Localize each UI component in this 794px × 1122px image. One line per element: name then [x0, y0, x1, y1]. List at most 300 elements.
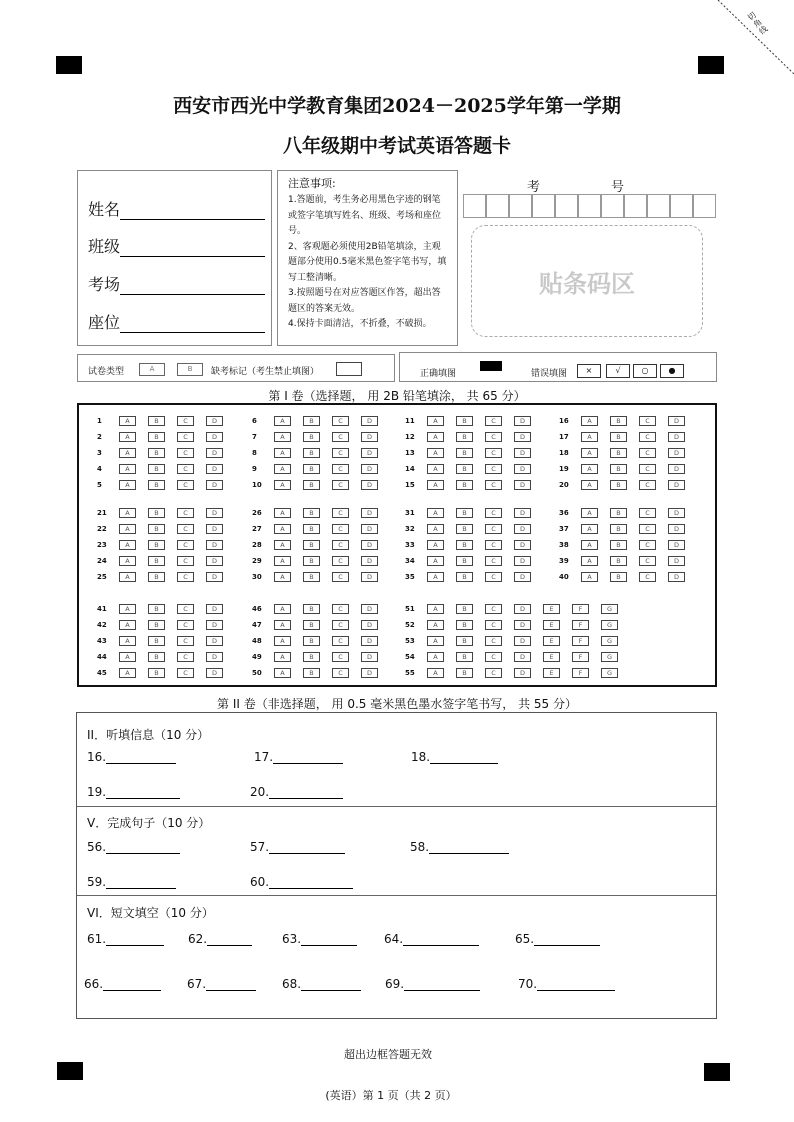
answer-bubble-31-A[interactable]: A [427, 508, 444, 518]
answer-bubble-32-C[interactable]: C [485, 524, 502, 534]
answer-bubble-27-A[interactable]: A [274, 524, 291, 534]
answer-bubble-44-B[interactable]: B [148, 652, 165, 662]
answer-bubble-52-C[interactable]: C [485, 620, 502, 630]
answer-bubble-52-F[interactable]: F [572, 620, 589, 630]
answer-bubble-45-D[interactable]: D [206, 668, 223, 678]
answer-bubble-20-D[interactable]: D [668, 480, 685, 490]
answer-bubble-54-A[interactable]: A [427, 652, 444, 662]
question-number-33: 33 [405, 541, 415, 549]
answer-bubble-47-B[interactable]: B [303, 620, 320, 630]
answer-bubble-25-B[interactable]: B [148, 572, 165, 582]
answer-bubble-34-B[interactable]: B [456, 556, 473, 566]
answer-bubble-28-B[interactable]: B [303, 540, 320, 550]
paper-type-option-a[interactable]: A [139, 363, 165, 376]
answer-bubble-26-C[interactable]: C [332, 508, 349, 518]
answer-bubble-39-A[interactable]: A [581, 556, 598, 566]
exam-number-cell[interactable] [555, 194, 578, 218]
answer-bubble-25-A[interactable]: A [119, 572, 136, 582]
answer-bubble-10-D[interactable]: D [361, 480, 378, 490]
answer-blank-17[interactable]: 17. [254, 750, 343, 764]
answer-bubble-52-E[interactable]: E [543, 620, 560, 630]
answer-bubble-45-B[interactable]: B [148, 668, 165, 678]
answer-bubble-45-C[interactable]: C [177, 668, 194, 678]
answer-bubble-33-D[interactable]: D [514, 540, 531, 550]
paper-type-option-b[interactable]: B [177, 363, 203, 376]
answer-bubble-26-D[interactable]: D [361, 508, 378, 518]
exam-room-field[interactable]: 考场 [88, 272, 265, 295]
answer-bubble-11-A[interactable]: A [427, 416, 444, 426]
answer-bubble-41-D[interactable]: D [206, 604, 223, 614]
answer-bubble-7-C[interactable]: C [332, 432, 349, 442]
exam-number-cell[interactable] [578, 194, 601, 218]
answer-bubble-18-D[interactable]: D [668, 448, 685, 458]
answer-bubble-3-C[interactable]: C [177, 448, 194, 458]
answer-bubble-29-A[interactable]: A [274, 556, 291, 566]
question-number-50: 50 [252, 669, 262, 677]
answer-bubble-52-A[interactable]: A [427, 620, 444, 630]
exam-number-cell[interactable] [647, 194, 670, 218]
answer-bubble-1-D[interactable]: D [206, 416, 223, 426]
answer-bubble-29-C[interactable]: C [332, 556, 349, 566]
answer-bubble-54-B[interactable]: B [456, 652, 473, 662]
answer-bubble-16-D[interactable]: D [668, 416, 685, 426]
answer-bubble-55-E[interactable]: E [543, 668, 560, 678]
answer-bubble-42-B[interactable]: B [148, 620, 165, 630]
answer-bubble-40-D[interactable]: D [668, 572, 685, 582]
fill-example-box [399, 352, 717, 382]
answer-bubble-55-B[interactable]: B [456, 668, 473, 678]
answer-bubble-18-C[interactable]: C [639, 448, 656, 458]
answer-bubble-47-D[interactable]: D [361, 620, 378, 630]
answer-bubble-19-D[interactable]: D [668, 464, 685, 474]
answer-bubble-30-C[interactable]: C [332, 572, 349, 582]
answer-bubble-19-A[interactable]: A [581, 464, 598, 474]
answer-bubble-2-C[interactable]: C [177, 432, 194, 442]
answer-bubble-42-C[interactable]: C [177, 620, 194, 630]
answer-bubble-15-A[interactable]: A [427, 480, 444, 490]
answer-bubble-21-A[interactable]: A [119, 508, 136, 518]
answer-bubble-16-A[interactable]: A [581, 416, 598, 426]
answer-bubble-48-A[interactable]: A [274, 636, 291, 646]
answer-bubble-55-D[interactable]: D [514, 668, 531, 678]
question-number-30: 30 [252, 573, 262, 581]
answer-bubble-26-B[interactable]: B [303, 508, 320, 518]
answer-bubble-50-D[interactable]: D [361, 668, 378, 678]
answer-bubble-46-C[interactable]: C [332, 604, 349, 614]
answer-bubble-9-A[interactable]: A [274, 464, 291, 474]
answer-bubble-55-C[interactable]: C [485, 668, 502, 678]
answer-bubble-53-E[interactable]: E [543, 636, 560, 646]
answer-bubble-14-A[interactable]: A [427, 464, 444, 474]
answer-bubble-7-D[interactable]: D [361, 432, 378, 442]
answer-bubble-3-D[interactable]: D [206, 448, 223, 458]
answer-bubble-5-D[interactable]: D [206, 480, 223, 490]
answer-bubble-29-D[interactable]: D [361, 556, 378, 566]
answer-bubble-53-B[interactable]: B [456, 636, 473, 646]
answer-bubble-42-A[interactable]: A [119, 620, 136, 630]
answer-blank-20[interactable]: 20. [250, 785, 343, 799]
answer-bubble-2-A[interactable]: A [119, 432, 136, 442]
answer-bubble-53-A[interactable]: A [427, 636, 444, 646]
answer-bubble-6-B[interactable]: B [303, 416, 320, 426]
answer-bubble-37-C[interactable]: C [639, 524, 656, 534]
answer-bubble-8-D[interactable]: D [361, 448, 378, 458]
answer-bubble-42-D[interactable]: D [206, 620, 223, 630]
answer-bubble-35-D[interactable]: D [514, 572, 531, 582]
answer-bubble-55-G[interactable]: G [601, 668, 618, 678]
answer-bubble-43-D[interactable]: D [206, 636, 223, 646]
answer-bubble-13-D[interactable]: D [514, 448, 531, 458]
answer-bubble-32-D[interactable]: D [514, 524, 531, 534]
answer-bubble-55-F[interactable]: F [572, 668, 589, 678]
answer-bubble-55-A[interactable]: A [427, 668, 444, 678]
answer-bubble-3-A[interactable]: A [119, 448, 136, 458]
exam-number-label-left: 考 [527, 180, 541, 195]
answer-bubble-32-A[interactable]: A [427, 524, 444, 534]
answer-bubble-54-F[interactable]: F [572, 652, 589, 662]
answer-bubble-16-C[interactable]: C [639, 416, 656, 426]
absent-mark-box[interactable] [336, 362, 362, 376]
answer-bubble-39-B[interactable]: B [610, 556, 627, 566]
answer-bubble-4-C[interactable]: C [177, 464, 194, 474]
answer-bubble-14-D[interactable]: D [514, 464, 531, 474]
answer-bubble-54-D[interactable]: D [514, 652, 531, 662]
answer-bubble-4-A[interactable]: A [119, 464, 136, 474]
answer-bubble-50-A[interactable]: A [274, 668, 291, 678]
question-number-20: 20 [559, 481, 569, 489]
answer-bubble-33-B[interactable]: B [456, 540, 473, 550]
answer-bubble-13-A[interactable]: A [427, 448, 444, 458]
answer-blank-60[interactable]: 60. [250, 875, 353, 889]
answer-bubble-51-F[interactable]: F [572, 604, 589, 614]
answer-bubble-48-D[interactable]: D [361, 636, 378, 646]
answer-bubble-21-C[interactable]: C [177, 508, 194, 518]
answer-bubble-21-D[interactable]: D [206, 508, 223, 518]
answer-bubble-40-C[interactable]: C [639, 572, 656, 582]
answer-bubble-7-A[interactable]: A [274, 432, 291, 442]
answer-bubble-5-A[interactable]: A [119, 480, 136, 490]
answer-bubble-50-C[interactable]: C [332, 668, 349, 678]
exam-number-cell[interactable] [532, 194, 555, 218]
answer-bubble-54-C[interactable]: C [485, 652, 502, 662]
answer-bubble-44-D[interactable]: D [206, 652, 223, 662]
answer-bubble-49-A[interactable]: A [274, 652, 291, 662]
answer-bubble-53-G[interactable]: G [601, 636, 618, 646]
answer-bubble-28-C[interactable]: C [332, 540, 349, 550]
footer-warning: 超出边框答题无效 [344, 1048, 432, 1061]
answer-bubble-37-A[interactable]: A [581, 524, 598, 534]
answer-blank-18[interactable]: 18. [411, 750, 498, 764]
exam-number-cell[interactable] [693, 194, 716, 218]
answer-bubble-48-C[interactable]: C [332, 636, 349, 646]
answer-bubble-29-B[interactable]: B [303, 556, 320, 566]
answer-bubble-45-A[interactable]: A [119, 668, 136, 678]
answer-bubble-10-A[interactable]: A [274, 480, 291, 490]
answer-bubble-50-B[interactable]: B [303, 668, 320, 678]
name-field[interactable]: 姓名 [88, 197, 265, 220]
answer-bubble-27-C[interactable]: C [332, 524, 349, 534]
answer-bubble-20-C[interactable]: C [639, 480, 656, 490]
answer-blank-66[interactable]: 66. [84, 977, 161, 991]
answer-bubble-53-D[interactable]: D [514, 636, 531, 646]
answer-bubble-39-D[interactable]: D [668, 556, 685, 566]
answer-bubble-12-A[interactable]: A [427, 432, 444, 442]
question-number-42: 42 [97, 621, 107, 629]
answer-bubble-24-C[interactable]: C [177, 556, 194, 566]
answer-blank-16[interactable]: 16. [87, 750, 176, 764]
answer-bubble-46-B[interactable]: B [303, 604, 320, 614]
answer-bubble-33-C[interactable]: C [485, 540, 502, 550]
answer-blank-61[interactable]: 61. [87, 932, 164, 946]
answer-bubble-28-A[interactable]: A [274, 540, 291, 550]
answer-bubble-8-A[interactable]: A [274, 448, 291, 458]
answer-bubble-31-C[interactable]: C [485, 508, 502, 518]
answer-bubble-31-B[interactable]: B [456, 508, 473, 518]
answer-bubble-52-D[interactable]: D [514, 620, 531, 630]
answer-bubble-21-B[interactable]: B [148, 508, 165, 518]
answer-blank-63[interactable]: 63. [282, 932, 357, 946]
answer-bubble-23-B[interactable]: B [148, 540, 165, 550]
answer-bubble-8-B[interactable]: B [303, 448, 320, 458]
answer-bubble-46-D[interactable]: D [361, 604, 378, 614]
question-number-19: 19 [559, 465, 569, 473]
question-number-26: 26 [252, 509, 262, 517]
answer-bubble-24-A[interactable]: A [119, 556, 136, 566]
answer-bubble-39-C[interactable]: C [639, 556, 656, 566]
answer-bubble-30-D[interactable]: D [361, 572, 378, 582]
answer-bubble-32-B[interactable]: B [456, 524, 473, 534]
answer-bubble-24-D[interactable]: D [206, 556, 223, 566]
answer-blank-19[interactable]: 19. [87, 785, 180, 799]
question-number-48: 48 [252, 637, 262, 645]
answer-bubble-15-C[interactable]: C [485, 480, 502, 490]
answer-bubble-23-D[interactable]: D [206, 540, 223, 550]
answer-bubble-43-A[interactable]: A [119, 636, 136, 646]
answer-bubble-25-C[interactable]: C [177, 572, 194, 582]
answer-bubble-6-D[interactable]: D [361, 416, 378, 426]
answer-bubble-23-A[interactable]: A [119, 540, 136, 550]
answer-bubble-22-A[interactable]: A [119, 524, 136, 534]
answer-bubble-5-B[interactable]: B [148, 480, 165, 490]
question-number-8: 8 [252, 449, 257, 457]
answer-blank-69[interactable]: 69. [385, 977, 480, 991]
answer-bubble-47-C[interactable]: C [332, 620, 349, 630]
answer-bubble-49-D[interactable]: D [361, 652, 378, 662]
answer-bubble-17-B[interactable]: B [610, 432, 627, 442]
exam-number-cell[interactable] [509, 194, 532, 218]
question-number-12: 12 [405, 433, 415, 441]
exam-number-cell[interactable] [624, 194, 647, 218]
answer-bubble-12-D[interactable]: D [514, 432, 531, 442]
answer-bubble-36-B[interactable]: B [610, 508, 627, 518]
answer-bubble-52-G[interactable]: G [601, 620, 618, 630]
answer-bubble-12-B[interactable]: B [456, 432, 473, 442]
question-number-38: 38 [559, 541, 569, 549]
answer-bubble-22-D[interactable]: D [206, 524, 223, 534]
answer-bubble-11-C[interactable]: C [485, 416, 502, 426]
answer-bubble-13-C[interactable]: C [485, 448, 502, 458]
answer-bubble-4-B[interactable]: B [148, 464, 165, 474]
answer-bubble-33-A[interactable]: A [427, 540, 444, 550]
exam-number-cell[interactable] [463, 194, 486, 218]
answer-bubble-12-C[interactable]: C [485, 432, 502, 442]
answer-bubble-25-D[interactable]: D [206, 572, 223, 582]
answer-bubble-17-A[interactable]: A [581, 432, 598, 442]
answer-blank-64[interactable]: 64. [384, 932, 479, 946]
answer-blank-57[interactable]: 57. [250, 840, 345, 854]
answer-bubble-22-C[interactable]: C [177, 524, 194, 534]
answer-bubble-19-C[interactable]: C [639, 464, 656, 474]
answer-bubble-23-C[interactable]: C [177, 540, 194, 550]
answer-blank-62[interactable]: 62. [188, 932, 252, 946]
answer-bubble-9-B[interactable]: B [303, 464, 320, 474]
exam-number-cell[interactable] [486, 194, 509, 218]
answer-bubble-38-D[interactable]: D [668, 540, 685, 550]
question-number-43: 43 [97, 637, 107, 645]
answer-bubble-36-A[interactable]: A [581, 508, 598, 518]
answer-bubble-6-C[interactable]: C [332, 416, 349, 426]
answer-bubble-34-A[interactable]: A [427, 556, 444, 566]
answer-bubble-11-D[interactable]: D [514, 416, 531, 426]
seat-field[interactable]: 座位 [88, 310, 265, 333]
answer-bubble-7-B[interactable]: B [303, 432, 320, 442]
answer-bubble-51-A[interactable]: A [427, 604, 444, 614]
question-number-16: 16 [559, 417, 569, 425]
answer-bubble-27-B[interactable]: B [303, 524, 320, 534]
answer-bubble-37-D[interactable]: D [668, 524, 685, 534]
answer-bubble-17-C[interactable]: C [639, 432, 656, 442]
answer-bubble-54-G[interactable]: G [601, 652, 618, 662]
question-number-4: 4 [97, 465, 102, 473]
answer-bubble-20-A[interactable]: A [581, 480, 598, 490]
answer-bubble-15-B[interactable]: B [456, 480, 473, 490]
answer-blank-58[interactable]: 58. [410, 840, 509, 854]
question-number-9: 9 [252, 465, 257, 473]
answer-blank-56[interactable]: 56. [87, 840, 180, 854]
answer-bubble-51-E[interactable]: E [543, 604, 560, 614]
answer-bubble-22-B[interactable]: B [148, 524, 165, 534]
answer-bubble-3-B[interactable]: B [148, 448, 165, 458]
answer-bubble-40-A[interactable]: A [581, 572, 598, 582]
answer-bubble-10-C[interactable]: C [332, 480, 349, 490]
answer-bubble-38-B[interactable]: B [610, 540, 627, 550]
exam-number-cell[interactable] [670, 194, 693, 218]
question-number-31: 31 [405, 509, 415, 517]
answer-bubble-35-B[interactable]: B [456, 572, 473, 582]
answer-bubble-18-A[interactable]: A [581, 448, 598, 458]
answer-bubble-9-D[interactable]: D [361, 464, 378, 474]
answer-bubble-30-A[interactable]: A [274, 572, 291, 582]
answer-bubble-48-B[interactable]: B [303, 636, 320, 646]
answer-bubble-5-C[interactable]: C [177, 480, 194, 490]
answer-bubble-15-D[interactable]: D [514, 480, 531, 490]
answer-bubble-24-B[interactable]: B [148, 556, 165, 566]
answer-bubble-36-D[interactable]: D [668, 508, 685, 518]
answer-bubble-30-B[interactable]: B [303, 572, 320, 582]
class-field[interactable]: 班级 [88, 234, 265, 257]
answer-bubble-44-C[interactable]: C [177, 652, 194, 662]
answer-bubble-43-C[interactable]: C [177, 636, 194, 646]
answer-blank-67[interactable]: 67. [187, 977, 256, 991]
answer-blank-68[interactable]: 68. [282, 977, 361, 991]
answer-bubble-8-C[interactable]: C [332, 448, 349, 458]
exam-number-label-right: 号 [611, 180, 625, 195]
answer-bubble-6-A[interactable]: A [274, 416, 291, 426]
question-number-14: 14 [405, 465, 415, 473]
answer-bubble-47-A[interactable]: A [274, 620, 291, 630]
answer-bubble-51-D[interactable]: D [514, 604, 531, 614]
answer-blank-65[interactable]: 65. [515, 932, 600, 946]
answer-bubble-17-D[interactable]: D [668, 432, 685, 442]
answer-bubble-46-A[interactable]: A [274, 604, 291, 614]
answer-bubble-19-B[interactable]: B [610, 464, 627, 474]
answer-bubble-53-F[interactable]: F [572, 636, 589, 646]
answer-bubble-41-C[interactable]: C [177, 604, 194, 614]
answer-bubble-13-B[interactable]: B [456, 448, 473, 458]
answer-bubble-36-C[interactable]: C [639, 508, 656, 518]
question-number-10: 10 [252, 481, 262, 489]
answer-bubble-38-C[interactable]: C [639, 540, 656, 550]
answer-bubble-41-A[interactable]: A [119, 604, 136, 614]
answer-bubble-14-B[interactable]: B [456, 464, 473, 474]
answer-bubble-1-B[interactable]: B [148, 416, 165, 426]
answer-bubble-16-B[interactable]: B [610, 416, 627, 426]
answer-bubble-1-C[interactable]: C [177, 416, 194, 426]
answer-bubble-53-C[interactable]: C [485, 636, 502, 646]
answer-bubble-35-A[interactable]: A [427, 572, 444, 582]
answer-bubble-51-B[interactable]: B [456, 604, 473, 614]
answer-bubble-49-B[interactable]: B [303, 652, 320, 662]
answer-bubble-2-D[interactable]: D [206, 432, 223, 442]
answer-bubble-20-B[interactable]: B [610, 480, 627, 490]
answer-bubble-11-B[interactable]: B [456, 416, 473, 426]
exam-number-cell[interactable] [601, 194, 624, 218]
answer-bubble-43-B[interactable]: B [148, 636, 165, 646]
answer-bubble-41-B[interactable]: B [148, 604, 165, 614]
answer-blank-59[interactable]: 59. [87, 875, 176, 889]
answer-bubble-34-D[interactable]: D [514, 556, 531, 566]
answer-bubble-10-B[interactable]: B [303, 480, 320, 490]
answer-bubble-40-B[interactable]: B [610, 572, 627, 582]
answer-bubble-38-A[interactable]: A [581, 540, 598, 550]
answer-bubble-31-D[interactable]: D [514, 508, 531, 518]
answer-bubble-4-D[interactable]: D [206, 464, 223, 474]
answer-bubble-14-C[interactable]: C [485, 464, 502, 474]
answer-bubble-1-A[interactable]: A [119, 416, 136, 426]
part-divider [77, 806, 716, 807]
answer-bubble-28-D[interactable]: D [361, 540, 378, 550]
question-number-47: 47 [252, 621, 262, 629]
question-number-41: 41 [97, 605, 107, 613]
answer-bubble-26-A[interactable]: A [274, 508, 291, 518]
answer-bubble-34-C[interactable]: C [485, 556, 502, 566]
answer-bubble-54-E[interactable]: E [543, 652, 560, 662]
answer-bubble-27-D[interactable]: D [361, 524, 378, 534]
answer-bubble-2-B[interactable]: B [148, 432, 165, 442]
alignment-marker-top-right [698, 56, 724, 74]
barcode-label: 贴条码区 [539, 269, 635, 298]
answer-bubble-44-A[interactable]: A [119, 652, 136, 662]
answer-bubble-52-B[interactable]: B [456, 620, 473, 630]
answer-bubble-51-G[interactable]: G [601, 604, 618, 614]
answer-bubble-51-C[interactable]: C [485, 604, 502, 614]
answer-bubble-18-B[interactable]: B [610, 448, 627, 458]
answer-bubble-35-C[interactable]: C [485, 572, 502, 582]
answer-bubble-9-C[interactable]: C [332, 464, 349, 474]
answer-bubble-37-B[interactable]: B [610, 524, 627, 534]
answer-bubble-49-C[interactable]: C [332, 652, 349, 662]
answer-blank-70[interactable]: 70. [518, 977, 615, 991]
